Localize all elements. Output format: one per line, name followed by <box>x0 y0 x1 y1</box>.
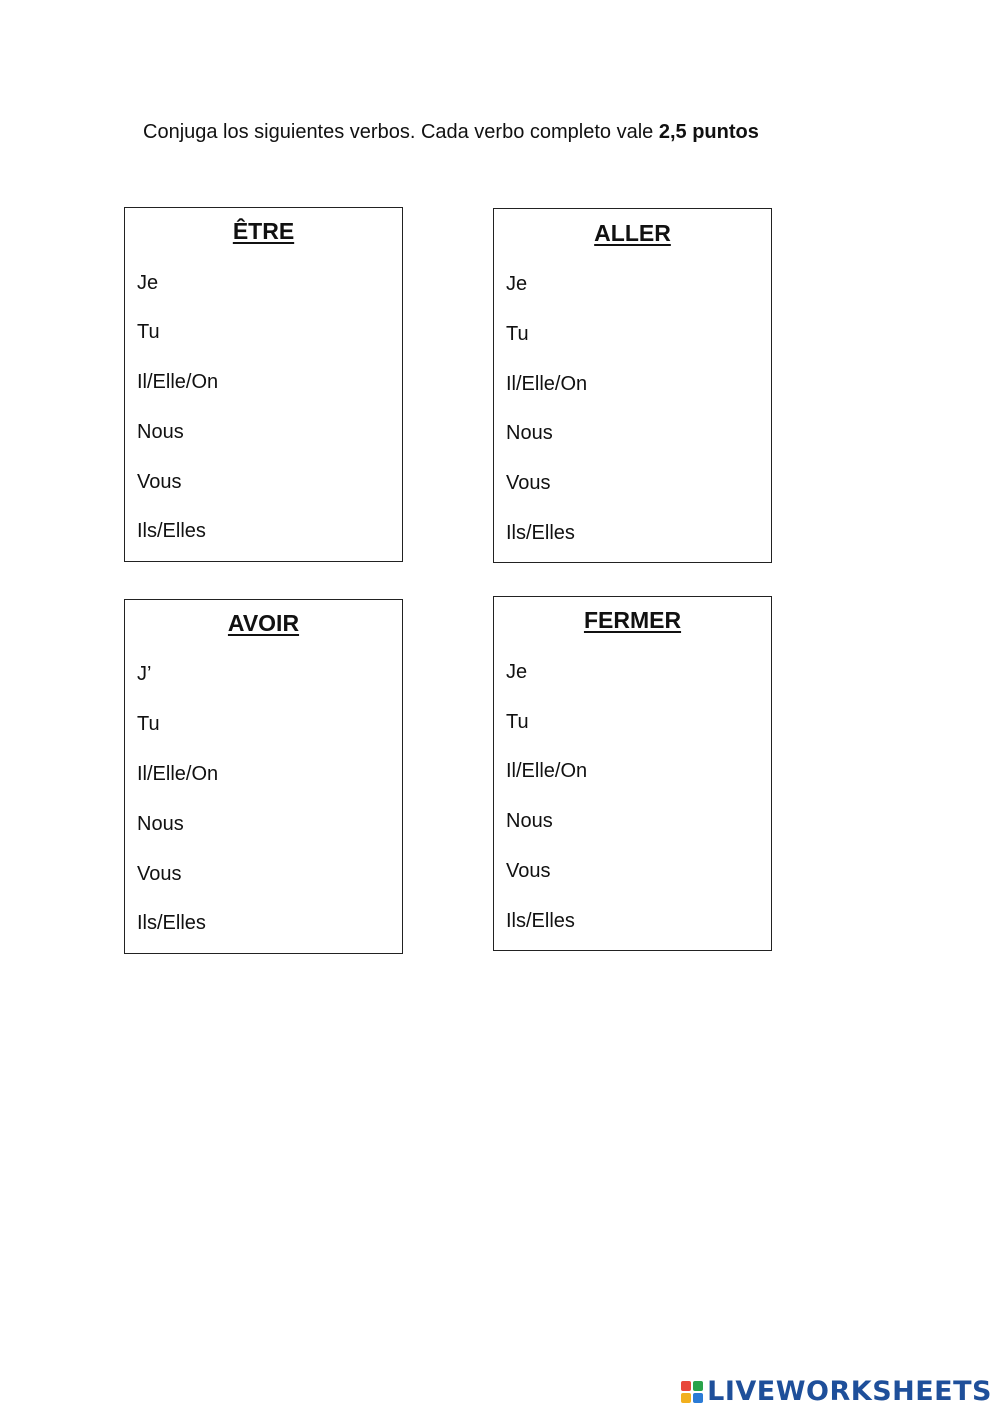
verb-title: AVOIR <box>227 610 300 636</box>
pronoun-label: Je <box>506 273 528 295</box>
pronoun-label: Il/Elle/On <box>506 373 588 395</box>
verb-box-avoir <box>124 599 403 954</box>
pronoun-label: Je <box>137 272 159 294</box>
instructions-points: 2,5 puntos <box>658 121 759 143</box>
logo-mark-square <box>693 1381 703 1391</box>
pronoun-label: Nous <box>137 421 184 443</box>
pronoun-label: Il/Elle/On <box>506 760 588 782</box>
verb-title: ÊTRE <box>232 218 295 244</box>
pronoun-label: Nous <box>506 422 553 444</box>
pronoun-label: Il/Elle/On <box>137 371 219 393</box>
pronoun-label: Nous <box>506 810 553 832</box>
verb-box-aller <box>493 208 772 563</box>
verb-title: FERMER <box>583 607 682 633</box>
pronoun-label: Nous <box>137 813 184 835</box>
logo-mark-square <box>681 1393 691 1403</box>
pronoun-label: Vous <box>506 860 551 882</box>
instructions <box>143 121 759 144</box>
pronoun-label: Tu <box>506 711 529 733</box>
instructions-text: Conjuga los siguientes verbos. Cada verbo completo vale <box>143 121 659 143</box>
verb-title: ALLER <box>594 220 671 246</box>
pronoun-label: Vous <box>137 471 182 493</box>
pronoun-label: Vous <box>506 472 551 494</box>
pronoun-label: Ils/Elles <box>506 522 575 544</box>
verb-box-etre <box>124 207 403 562</box>
liveworksheets-logo-icon <box>681 1381 703 1403</box>
verb-box-fermer <box>493 596 772 951</box>
pronoun-label: Il/Elle/On <box>137 763 219 785</box>
pronoun-label: Ils/Elles <box>137 520 206 542</box>
liveworksheets-logo <box>681 1376 992 1407</box>
pronoun-label: Je <box>506 661 528 683</box>
pronoun-label: J’ <box>137 663 152 685</box>
pronoun-label: Tu <box>137 713 160 735</box>
logo-mark-square <box>681 1381 691 1391</box>
logo-text: LIVEWORKSHEETS <box>707 1376 992 1407</box>
pronoun-label: Tu <box>137 321 160 343</box>
pronoun-label: Vous <box>137 863 182 885</box>
logo-mark-square <box>693 1393 703 1403</box>
pronoun-label: Ils/Elles <box>137 912 206 934</box>
pronoun-label: Ils/Elles <box>506 910 575 932</box>
pronoun-label: Tu <box>506 323 529 345</box>
